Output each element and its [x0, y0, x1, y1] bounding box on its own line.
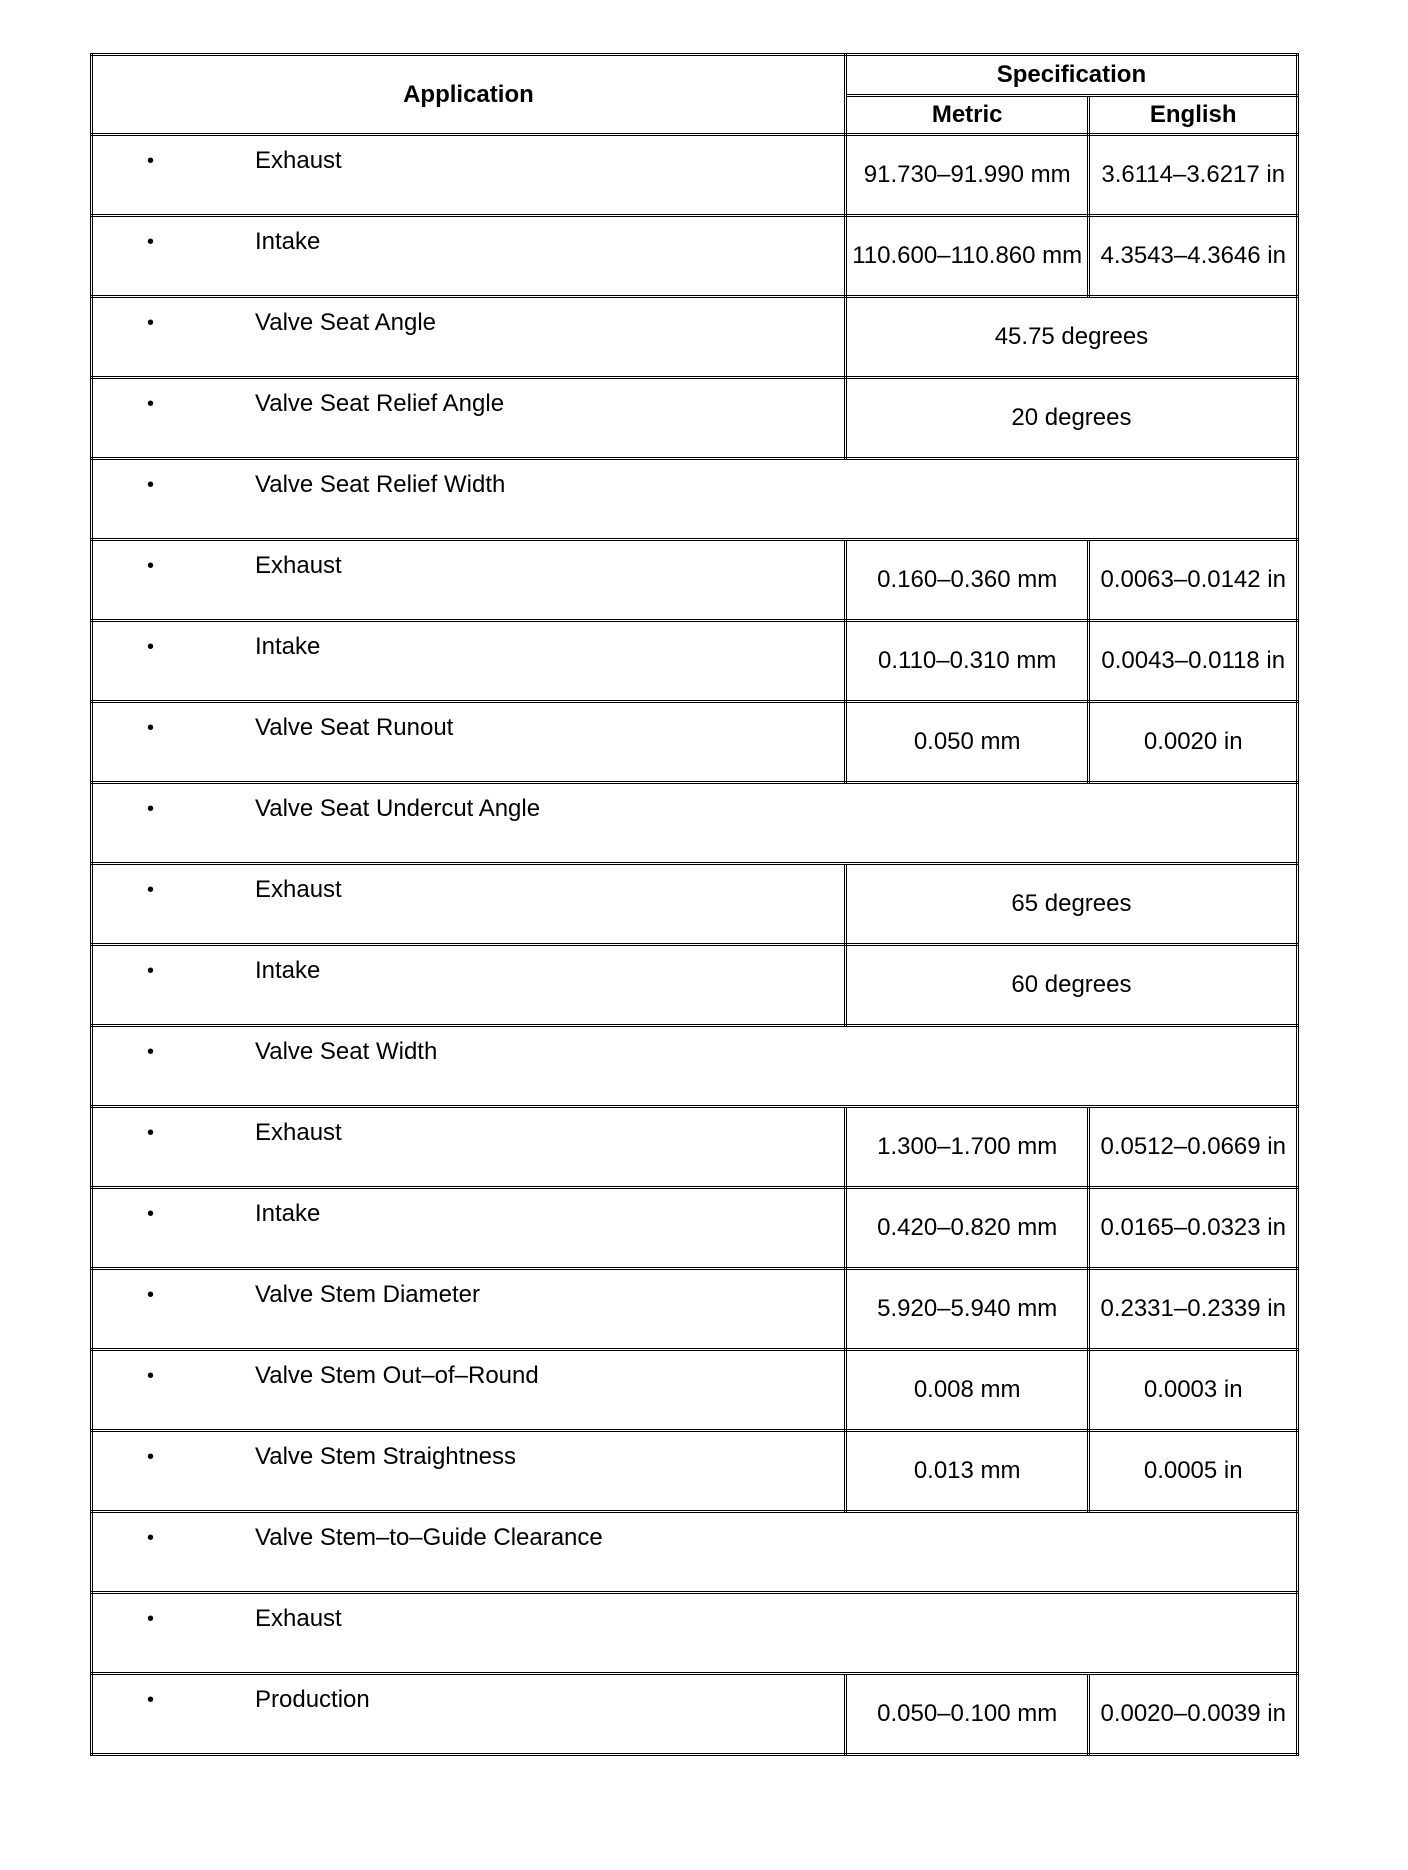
application-cell	[92, 135, 846, 216]
table-header	[92, 55, 1298, 135]
metric-value: 5.920–5.940 mm	[845, 1269, 1089, 1350]
application-cell	[92, 1431, 846, 1512]
bullet-icon: •	[147, 798, 155, 820]
application-cell	[92, 459, 1298, 540]
english-value: 0.0003 in	[1089, 1350, 1298, 1431]
english-value: 0.0165–0.0323 in	[1089, 1188, 1298, 1269]
table-row	[92, 1188, 1298, 1269]
application-cell	[92, 1188, 846, 1269]
table-row	[92, 945, 1298, 1026]
table-row	[92, 1431, 1298, 1512]
application-entry	[93, 217, 844, 257]
table-row	[92, 135, 1298, 216]
table-row	[92, 1674, 1298, 1755]
application-cell	[92, 864, 846, 945]
table-row	[92, 1026, 1298, 1107]
application-entry	[93, 1351, 844, 1391]
bullet-icon: •	[147, 555, 155, 577]
header-specification: Specification	[845, 55, 1297, 96]
metric-value: 0.008 mm	[845, 1350, 1089, 1431]
application-entry	[93, 946, 844, 986]
bullet-icon: •	[147, 1608, 155, 1630]
specification-value: 45.75 degrees	[845, 297, 1297, 378]
bullet-icon: •	[147, 1041, 155, 1063]
application-entry	[93, 1594, 1296, 1634]
english-value: 0.0043–0.0118 in	[1089, 621, 1298, 702]
application-cell	[92, 216, 846, 297]
application-cell	[92, 1593, 1298, 1674]
application-entry	[93, 1513, 1296, 1553]
spec-table	[90, 53, 1299, 1756]
application-entry	[93, 865, 844, 905]
application-entry	[93, 1270, 844, 1310]
application-label: Valve Stem Out–of–Round	[255, 1362, 539, 1389]
application-entry	[93, 784, 1296, 824]
english-value: 4.3543–4.3646 in	[1089, 216, 1298, 297]
bullet-icon: •	[147, 960, 155, 982]
application-cell	[92, 702, 846, 783]
application-entry	[93, 1108, 844, 1148]
application-label: Valve Stem Straightness	[255, 1443, 517, 1470]
application-label: Exhaust	[255, 876, 342, 903]
application-label: Valve Stem–to–Guide Clearance	[255, 1524, 603, 1551]
bullet-icon: •	[147, 1284, 155, 1306]
application-entry	[93, 1027, 1296, 1067]
application-entry	[93, 1189, 844, 1229]
application-entry	[93, 1675, 844, 1715]
bullet-icon: •	[147, 1203, 155, 1225]
table-row	[92, 702, 1298, 783]
table-row	[92, 1593, 1298, 1674]
metric-value: 0.420–0.820 mm	[845, 1188, 1089, 1269]
specification-value: 20 degrees	[845, 378, 1297, 459]
application-entry	[93, 136, 844, 176]
application-cell	[92, 1512, 1298, 1593]
metric-value: 1.300–1.700 mm	[845, 1107, 1089, 1188]
english-value: 0.0020 in	[1089, 702, 1298, 783]
application-label: Production	[255, 1686, 370, 1713]
application-label: Valve Seat Undercut Angle	[255, 795, 541, 822]
table-row	[92, 1269, 1298, 1350]
application-label: Exhaust	[255, 1119, 342, 1146]
application-cell	[92, 945, 846, 1026]
specification-value: 60 degrees	[845, 945, 1297, 1026]
table-row	[92, 621, 1298, 702]
application-cell	[92, 1026, 1298, 1107]
bullet-icon: •	[147, 1122, 155, 1144]
metric-value: 0.160–0.360 mm	[845, 540, 1089, 621]
header-metric: Metric	[845, 96, 1089, 135]
application-cell	[92, 783, 1298, 864]
application-label: Valve Stem Diameter	[255, 1281, 480, 1308]
english-value: 3.6114–3.6217 in	[1089, 135, 1298, 216]
english-value: 0.0063–0.0142 in	[1089, 540, 1298, 621]
table-row	[92, 378, 1298, 459]
table-row	[92, 297, 1298, 378]
bullet-icon: •	[147, 636, 155, 658]
metric-value: 0.050 mm	[845, 702, 1089, 783]
table-row	[92, 1107, 1298, 1188]
application-label: Intake	[255, 633, 321, 660]
table-body	[92, 135, 1298, 1755]
metric-value: 0.013 mm	[845, 1431, 1089, 1512]
application-entry	[93, 1432, 844, 1472]
table-row	[92, 1512, 1298, 1593]
application-label: Exhaust	[255, 1605, 342, 1632]
header-application: Application	[92, 55, 846, 135]
application-label: Intake	[255, 1200, 321, 1227]
metric-value: 0.050–0.100 mm	[845, 1674, 1089, 1755]
application-cell	[92, 540, 846, 621]
application-cell	[92, 378, 846, 459]
application-entry	[93, 460, 1296, 500]
table-row	[92, 864, 1298, 945]
bullet-icon: •	[147, 1527, 155, 1549]
application-label: Exhaust	[255, 147, 342, 174]
application-label: Valve Seat Relief Angle	[255, 390, 505, 417]
application-label: Exhaust	[255, 552, 342, 579]
english-value: 0.2331–0.2339 in	[1089, 1269, 1298, 1350]
bullet-icon: •	[147, 1689, 155, 1711]
english-value: 0.0020–0.0039 in	[1089, 1674, 1298, 1755]
application-label: Valve Seat Relief Width	[255, 471, 506, 498]
bullet-icon: •	[147, 231, 155, 253]
english-value: 0.0512–0.0669 in	[1089, 1107, 1298, 1188]
bullet-icon: •	[147, 393, 155, 415]
application-entry	[93, 379, 844, 419]
bullet-icon: •	[147, 879, 155, 901]
bullet-icon: •	[147, 1365, 155, 1387]
header-english: English	[1089, 96, 1298, 135]
bullet-icon: •	[147, 717, 155, 739]
table-row	[92, 1350, 1298, 1431]
bullet-icon: •	[147, 150, 155, 172]
application-label: Valve Seat Width	[255, 1038, 438, 1065]
application-cell	[92, 297, 846, 378]
table-row	[92, 783, 1298, 864]
application-entry	[93, 541, 844, 581]
table-row	[92, 216, 1298, 297]
application-cell	[92, 621, 846, 702]
application-entry	[93, 298, 844, 338]
application-entry	[93, 703, 844, 743]
metric-value: 91.730–91.990 mm	[845, 135, 1089, 216]
application-label: Intake	[255, 228, 321, 255]
english-value: 0.0005 in	[1089, 1431, 1298, 1512]
specification-value: 65 degrees	[845, 864, 1297, 945]
application-label: Valve Seat Runout	[255, 714, 454, 741]
application-cell	[92, 1107, 846, 1188]
application-label: Valve Seat Angle	[255, 309, 437, 336]
bullet-icon: •	[147, 474, 155, 496]
application-cell	[92, 1350, 846, 1431]
application-label: Intake	[255, 957, 321, 984]
bullet-icon: •	[147, 1446, 155, 1468]
metric-value: 0.110–0.310 mm	[845, 621, 1089, 702]
table-row	[92, 540, 1298, 621]
bullet-icon: •	[147, 312, 155, 334]
table-row	[92, 459, 1298, 540]
application-cell	[92, 1674, 846, 1755]
metric-value: 110.600–110.860 mm	[845, 216, 1089, 297]
application-cell	[92, 1269, 846, 1350]
application-entry	[93, 622, 844, 662]
